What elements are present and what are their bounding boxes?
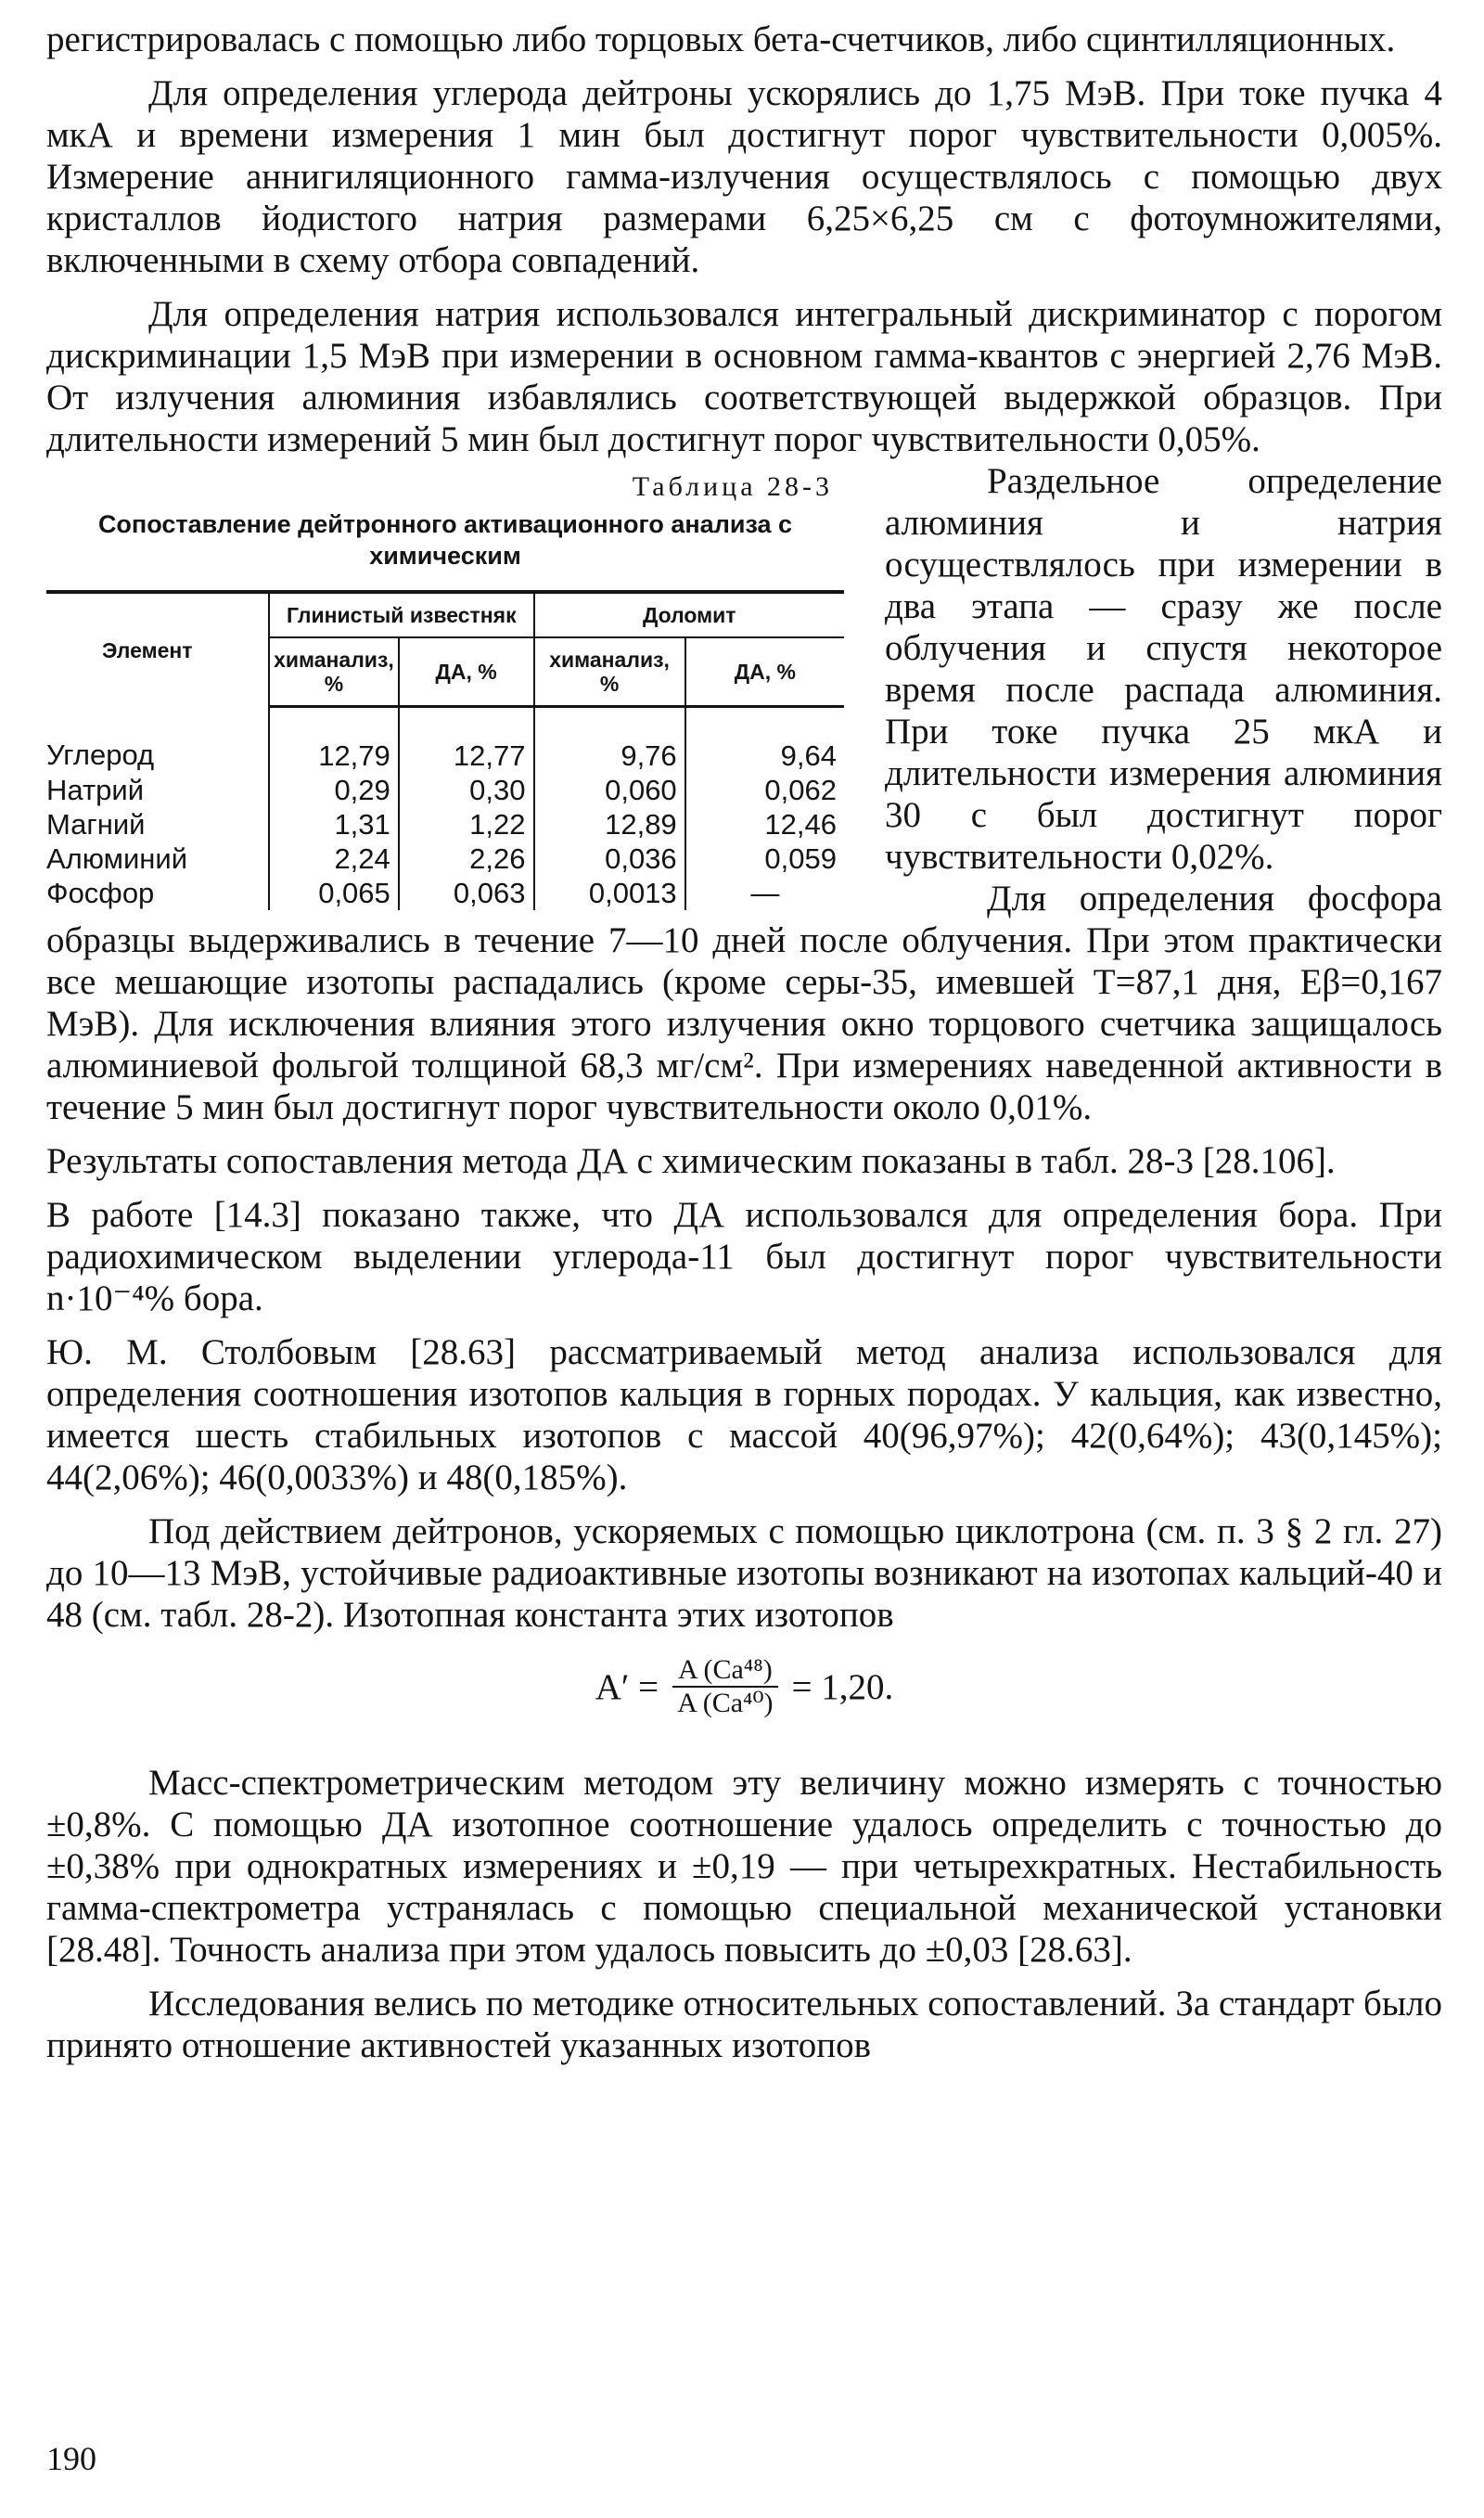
header-limestone-chem: химанализ, % [269, 637, 399, 707]
cell-element: Магний [46, 808, 146, 841]
cell-dolomite-da: — [685, 876, 844, 910]
table-row [46, 773, 844, 807]
cell-element: Углерод [46, 738, 155, 771]
cell-limestone-da: 2,26 [399, 841, 534, 876]
cell-limestone-chem: 12,79 [269, 707, 399, 774]
cell-limestone-chem: 1,31 [269, 807, 399, 841]
cell-dolomite-chem: 0,060 [534, 773, 685, 807]
table-row [46, 876, 844, 910]
formula-fraction [672, 1654, 778, 1719]
paragraph-1: регистрировалась с помощью либо торцовых бета-счетчиков, либо сцинтилляционных. [46, 19, 1396, 59]
cell-limestone-da: 0,063 [399, 876, 534, 910]
cell-limestone-da: 12,77 [399, 707, 534, 774]
cell-dolomite-da: 9,64 [685, 707, 844, 774]
cell-dolomite-da: 0,062 [685, 773, 844, 807]
header-limestone: Глинистый известняк [269, 592, 533, 637]
comparison-table [46, 590, 844, 910]
paragraph-5: Для определения фосфора образцы выдерживались в течение 7—10 дней после облучения. При этом практически все мешающие изотопы распадались (кроме серы-35, имевшей T=87,1 дня, Eβ=0,167 МэВ). Для исключения влияния этого излучения окно торцового счетчика защищалось алюминиевой фольгой толщиной 68,3 мг/см². При измерениях наведенной активности в течение 5 мин был достигнут порог чувствительности около 0,01%. [46, 879, 1442, 1127]
paragraph-11: Исследования велись по методике относительных сопоставлений. За стандарт было принято отношение активностей указанных изотопов [46, 1984, 1442, 2065]
paragraph-8: Ю. М. Столбовым [28.63] рассматриваемый метод анализа использовался для определения соотношения изотопов кальция в горных породах. У кальция, как известно, имеется шесть стабильных изотопов с массой 40(96,97%); 42(0,64%); 43(0,145%); 44(2,06%); 46(0,0033%) и 48(0,185%). [46, 1332, 1442, 1497]
table-number: Таблица 28-3 [632, 471, 833, 502]
cell-element: Алюминий [46, 842, 188, 875]
header-dolomite-chem: химанализ, % [534, 637, 685, 707]
table-row [46, 707, 844, 774]
cell-dolomite-da: 12,46 [685, 807, 844, 841]
paragraph-2: Для определения углерода дейтроны ускорялись до 1,75 МэВ. При токе пучка 4 мкА и времени измерения 1 мин был достигнут порог чувствительности 0,005%. Измерение аннигиляционного гамма-излучения осуществлялось с помощью двух кристаллов йодистого натрия размерами 6,25×6,25 см с фотоумножителями, включенными в схему отбора совпадений. [46, 73, 1442, 280]
page-number: 190 [46, 2440, 96, 2477]
cell-element: Натрий [46, 774, 145, 806]
header-limestone-da: ДА, % [399, 637, 534, 707]
cell-dolomite-chem: 0,036 [534, 841, 685, 876]
cell-limestone-chem: 0,29 [269, 773, 399, 807]
cell-dolomite-chem: 12,89 [534, 807, 685, 841]
cell-limestone-chem: 0,065 [269, 876, 399, 910]
table-caption: Сопоставление дейтронного активационного анализа с химическим [97, 510, 793, 570]
cell-dolomite-chem: 0,0013 [534, 876, 685, 910]
book-page [46, 19, 1442, 2496]
cell-limestone-da: 1,22 [399, 807, 534, 841]
cell-dolomite-da: 0,059 [685, 841, 844, 876]
paragraph-10: Масс-спектрометрическим методом эту величину можно измерять с точностью ±0,8%. С помощью ДА изотопное соотношение удалось определить с точностью до ±0,38% при однократных измерениях и ±0,19 — при четырехкратных. Нестабильность гамма-спектрометра устранялась с помощью специальной механической установки [28.48]. Точность анализа при этом удалось повысить до ±0,03 [28.63]. [46, 1763, 1442, 1970]
paragraph-3: Для определения натрия использовался интегральный дискриминатор с порогом дискриминации 1,5 МэВ при измерении в основном гамма-квантов с энергией 2,76 МэВ. От излучения алюминия избавлялись соответствующей выдержкой образцов. При длительности измерений 5 мин был достигнут порог чувствительности 0,05%. [46, 294, 1442, 459]
cell-element: Фосфор [46, 877, 155, 909]
formula-lhs: A′ = [595, 1666, 659, 1707]
paragraph-6: Результаты сопоставления метода ДА с химическим показаны в табл. 28-3 [28.106]. [46, 1141, 1336, 1181]
table-row [46, 841, 844, 876]
header-dolomite: Доломит [534, 592, 845, 637]
table-row [46, 807, 844, 841]
header-dolomite-da: ДА, % [685, 637, 844, 707]
paragraph-4: Раздельное определение алюминия и натрия осуществлялось при измерении в два этапа — сразу же после облучения и спустя некоторое время после распада алюминия. При токе пучка 25 мкА и длительности измерения алюминия 30 с был достигнут порог чувствительности 0,02%. [885, 461, 1442, 877]
header-element: Элемент [46, 592, 269, 707]
table-block [46, 464, 844, 910]
formula-numerator: A (Ca⁴⁸) [672, 1654, 778, 1688]
table-section [46, 460, 1442, 1128]
cell-limestone-da: 0,30 [399, 773, 534, 807]
formula-rhs: = 1,20. [791, 1666, 894, 1707]
cell-dolomite-chem: 9,76 [534, 707, 685, 774]
paragraph-7: В работе [14.3] показано также, что ДА использовался для определения бора. При радиохимическом выделении углерода-11 был достигнут порог чувствительности n·10⁻⁴% бора. [46, 1195, 1442, 1318]
paragraph-9: Под действием дейтронов, ускоряемых с помощью циклотрона (см. п. 3 § 2 гл. 27) до 10—13 МэВ, устойчивые радиоактивные изотопы возникают на изотопах кальций-40 и 48 (см. табл. 28-2). Изотопная константа этих изотопов [46, 1511, 1442, 1635]
cell-limestone-chem: 2,24 [269, 841, 399, 876]
isotope-constant-formula [46, 1654, 1442, 1719]
formula-denominator: A (Ca⁴⁰) [677, 1688, 774, 1718]
